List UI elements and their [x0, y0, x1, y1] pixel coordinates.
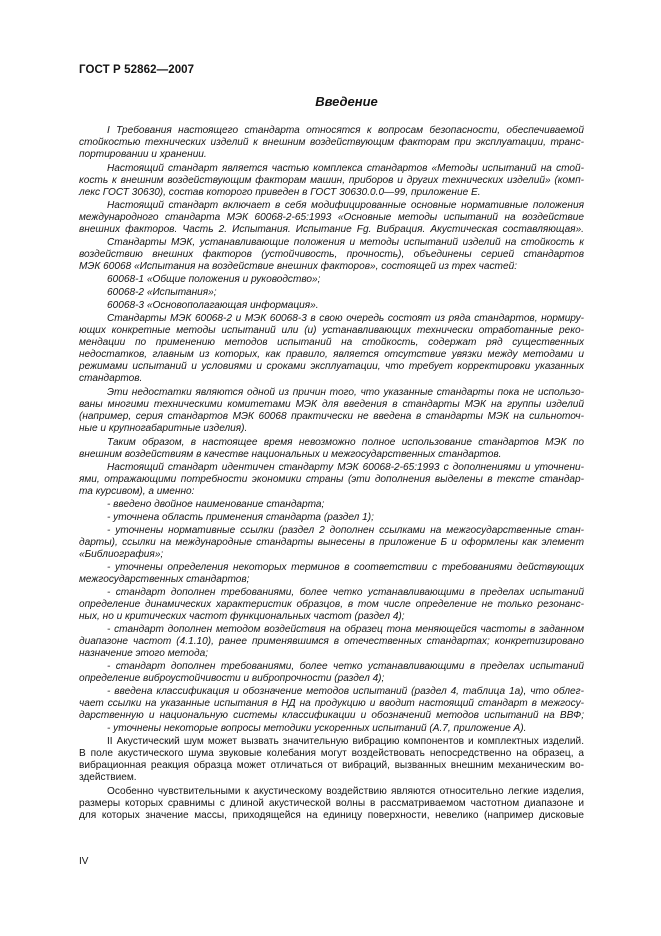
text-line: внешним воздействиям в качестве национальных и межгосударственных стандартов. [79, 449, 502, 460]
text-line: размеры которых сравнимы с длиной акустической волны в рассматриваемом частотном диапазоне и [79, 798, 584, 809]
page-number: IV [79, 856, 89, 867]
text-line: Стандарты МЭК 60068-2 и МЭК 60068-3 в свою очередь состоят из ряда стандартов, нормиру- [107, 313, 584, 324]
standard-header: ГОСТ Р 52862—2007 [79, 64, 195, 76]
text-line: воздействию внешних факторов (устойчивость, прочность), объединены серией стандартов [79, 249, 584, 260]
text-line: вибрационная реакция образца может отличаться от вибраций, вызванных внешним механическим во- [79, 760, 584, 771]
text-line: ваны многими техническими комитетами МЭК для введения в стандарты МЭК на группы изделий [79, 399, 584, 410]
text-line: ями, отражающими потребности экономики страны (эти дополнения выделены в тексте стандар- [79, 474, 584, 485]
text-line: - уточнены определения некоторых терминов в соответствии с требованиями действующих [107, 562, 584, 573]
section-title-text: Введение [315, 94, 378, 109]
text-line: 60068-1 «Общие положения и руководство»; [107, 274, 321, 285]
text-line: В поле акустического шума звуковые колебания могут воздействовать непосредственно на образец, а [79, 748, 584, 759]
text-line: назначение этого метода; [79, 648, 209, 659]
text-line: Настоящий стандарт является частью комплекса стандартов «Методы испытаний на стой- [107, 163, 584, 174]
text-line: - введено двойное наименование стандарта; [107, 499, 325, 510]
text-line: определение динамических характеристик образцов, в том числе определение не только резонанс- [79, 599, 584, 610]
section-title [0, 94, 661, 109]
text-line: портировании и хранении. [79, 149, 207, 160]
text-line: II Акустический шум может вызвать значительную вибрацию компонентов и комплектных изделий. [107, 736, 584, 747]
text-line: стандартов. [79, 373, 143, 384]
text-line: 60068-3 «Основополагающая информация». [107, 300, 319, 311]
text-line: Настоящий стандарт включает в себя модифицированные основные нормативные положения [107, 200, 584, 211]
text-line: здействием. [79, 772, 137, 783]
text-line: межгосударственных стандартов; [79, 574, 250, 585]
text-line: ные и крупногабаритные изделия). [79, 423, 248, 434]
text-line: (например, серия стандартов МЭК 60068 практически не введена в стандарты МЭК на сильноточ- [79, 411, 584, 422]
text-line: Стандарты МЭК, устанавливающие положения и методы испытаний изделий на стойкость к [107, 237, 584, 248]
text-line: дарственную и национальную системы классификации и обозначений методов испытаний на ВВФ; [79, 710, 584, 721]
text-line: Таким образом, в настоящее время невозможно полное использование стандартов МЭК по [107, 437, 584, 448]
text-line: 60068-2 «Испытания»; [107, 287, 217, 298]
text-line: для которых значение массы, приходящейся на единицу поверхности, невелико (например дисковые [79, 810, 584, 821]
text-line: I Требования настоящего стандарта относятся к вопросам безопасности, обеспечиваемой [107, 125, 584, 136]
text-line: недостатков, главным из которых, как правило, является отсутствие увязки между методами и [79, 349, 584, 360]
text-line: режимами испытаний и условиями и сроками эксплуатации, что требует корректировки указанных [79, 361, 584, 372]
text-line: стойкостью технических изделий к внешним воздействующим факторам при эксплуатации, транс- [79, 137, 584, 148]
text-line: Эти недостатки являются одной из причин того, что указанные стандарты пока не использо- [107, 387, 584, 398]
text-line: - уточнена область применения стандарта (раздел 1); [107, 512, 374, 523]
text-line: Настоящий стандарт идентичен стандарту МЭК 60068-2-65:1993 с дополнениями и уточнени- [107, 462, 584, 473]
text-line: мендации по применению методов испытаний на стойкость, содержат ряд существенных [79, 337, 584, 348]
text-line: - стандарт дополнен методом воздействия на образец тона меняющейся частоты в заданном [107, 624, 584, 635]
text-line: - стандарт дополнен требованиями, более четко устанавливающими в пределах испытаний [107, 587, 584, 598]
text-line: внешних факторов. Часть 2. Испытания. Испытание Fg. Вибрация. Акустическая составляющая». [79, 224, 584, 235]
text-line: международного стандарта МЭК 60068-2-65:1993 «Основные методы испытаний на воздействие [79, 212, 584, 223]
text-line: - стандарт дополнен требованиями, более четко устанавливающими в пределах испытаний [107, 661, 584, 672]
text-line: ных, но и критических частот функциональных частот (раздел 4); [79, 611, 405, 622]
text-line: - уточнены нормативные ссылки (раздел 2 дополнен ссылками на межгосударственные стан- [107, 525, 584, 536]
text-line: - введена классификация и обозначение методов испытаний (раздел 4, таблица 1а), что облег- [107, 686, 584, 697]
text-line: диапазоне частот (4.1.10), ранее применявшимся в отечественных стандартах; конкретизировано [79, 636, 584, 647]
text-line: чает ссылки на указанные испытания в НД на продукцию и вводит настоящий стандарт в межгосу- [79, 698, 584, 709]
text-line: лекс ГОСТ 30630), состав которого приведен в ГОСТ 30630.0.0—99, приложение Е. [79, 187, 481, 198]
text-line: определение виброустойчивости и вибропрочности (раздел 4); [79, 673, 385, 684]
text-line: - уточнены некоторые вопросы методики ускоренных испытаний (А.7, приложение А). [107, 723, 527, 734]
text-line: ющих конкретные методы испытаний или (и) устанавливающих технически отработанные реко- [79, 325, 584, 336]
text-line: та курсивом), а именно: [79, 486, 195, 497]
text-line: МЭК 60068 «Испытания на воздействие внешних факторов», состоящей из трех частей: [79, 261, 517, 272]
text-line: «Библиография»; [79, 549, 164, 560]
text-line: кость к внешним воздействующим факторам машин, приборов и других технических изделий» (комп- [79, 175, 584, 186]
text-line: Особенно чувствительными к акустическому воздействию являются относительно легкие изделия, [107, 786, 584, 797]
text-line: дарты), ссылки на международные стандарты вынесены в приложение Б и оформлены как элемент [79, 537, 584, 548]
